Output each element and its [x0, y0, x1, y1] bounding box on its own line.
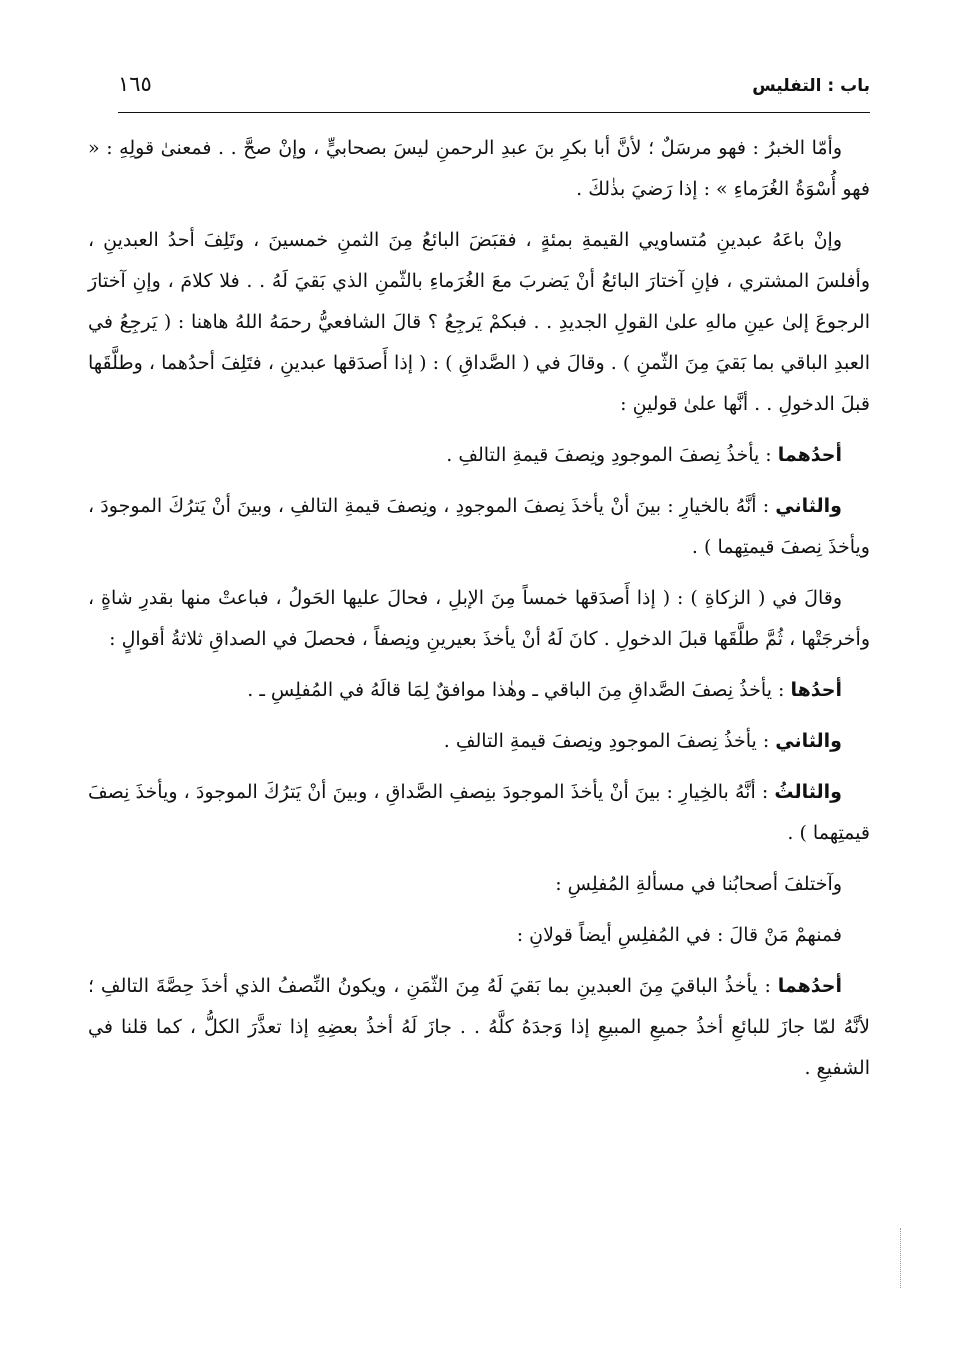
saying-text: : يأخذُ نِصفَ الصَّداقِ مِنَ الباقي ـ وهٰذا موافقٌ لِمَا قالَهُ في المُفلِسِ ـ .	[247, 679, 791, 701]
margin-mark	[900, 1228, 902, 1288]
saying-lead: والثالثُ	[774, 781, 842, 803]
saying-lead: والثاني	[775, 730, 842, 752]
page-body	[88, 128, 870, 1089]
paragraph-text: وأمّا الخبرُ : فهو مرسَلٌ ؛ لأنَّ أبا بكرِ بنَ عبدِ الرحمنِ ليسَ بصحابيٍّ ، وإنْ صحَّ . . فمعنىٰ قولِهِ : « فهو أُسْوَةُ الغُرَماءِ » : إذا رَضيَ بذٰلكَ .	[88, 137, 870, 200]
opinion-lead: أحدُهما	[777, 444, 842, 466]
saying-text: : أنَّهُ بالخِيارِ : بينَ أنْ يأخذَ الموجودَ بنِصفِ الصَّداقِ ، وبينَ أنْ يَترُكَ الموجودَ ، ويأخذَ نِصفَ قيمتِهما ) .	[88, 781, 870, 844]
opinion-one	[88, 435, 870, 476]
paragraph-text: وآختلفَ أصحابُنا في مسألةِ المُفلِسِ :	[555, 873, 842, 895]
opinion-text: : يأخذُ الباقيَ مِنَ العبدينِ بما بَقيَ لَهُ مِنَ الثّمَنِ ، ويكونُ النِّصفُ الذي أخذَ حِصَّةَ التالفِ ؛ لأنَّهُ لمّا جازَ للبائعِ أخذُ جميعِ المبيعِ إذا وَجدَهُ كلَّهُ . . جازَ لَهُ أخذُ بعضِهِ إذا تعذَّرَ الكلُّ ، كما قلنا في الشفيعِ .	[88, 975, 870, 1079]
opinion-text: : يأخذُ نِصفَ الموجودِ ونِصفَ قيمةِ التالفِ .	[446, 444, 778, 466]
paragraph-disagreement	[88, 864, 870, 905]
saying-three	[88, 772, 870, 854]
saying-lead: أحدُها	[790, 679, 842, 701]
opinion-two	[88, 486, 870, 568]
saying-text: : يأخذُ نِصفَ الموجودِ ونِصفَ قيمةِ التالفِ .	[443, 730, 776, 752]
paragraph-text: فمنهمْ مَنْ قالَ : في المُفلِسِ أيضاً قولانِ :	[516, 924, 842, 946]
saying-two	[88, 721, 870, 762]
chapter-title: باب : التفليس	[752, 76, 870, 96]
page-header	[118, 72, 870, 108]
paragraph-khabar	[88, 128, 870, 210]
paragraph-text: وقالَ في ( الزكاةِ ) : ( إذا أَصدَقها خمساً مِنَ الإبلِ ، فحالَ عليها الحَولُ ، فباعتْ منها بقدرِ شاةٍ ، وأخرجَتْها ، ثُمَّ طلَّقَها قبلَ الدخولِ . كانَ لَهُ أنْ يأخذَ بعيرينِ ونِصفاً ، فحصلَ في الصداقِ ثلاثةُ أقوالٍ :	[88, 587, 870, 650]
saying-one	[88, 670, 870, 711]
paragraph-two-opinions	[88, 915, 870, 956]
paragraph-text: وإنْ باعَهُ عبدينِ مُتساويي القيمةِ بمئةٍ ، فقبَضَ البائعُ مِنَ الثمنِ خمسينَ ، وتَلِفَ أحدُ العبدينِ ، وأفلسَ المشتري ، فإنِ آختارَ البائعُ أنْ يَضربَ معَ الغُرَماءِ بالثّمنِ الذي بَقيَ لَهُ . . فلا كلامَ ، وإنِ آختارَ الرجوعَ إلىٰ عينِ مالهِ علىٰ القولِ الجديدِ . . فبكمْ يَرجِعُ ؟ قالَ الشافعيُّ رحمَهُ اللهُ هاهنا : ( يَرجِعُ في العبدِ الباقي بما بَقيَ مِنَ الثّمنِ ) . وقالَ في ( الصَّداقِ ) : ( إذا أَصدَقها عبدينِ ، فتَلِفَ أحدُهما ، وطلَّقَها قبلَ الدخولِ . . أنَّها علىٰ قولينِ :	[88, 229, 870, 415]
paragraph-two-slaves	[88, 220, 870, 425]
muflis-opinion-one	[88, 966, 870, 1089]
header-rule	[118, 112, 870, 113]
page-number: ١٦٥	[118, 72, 152, 96]
opinion-lead: والثاني	[775, 495, 842, 517]
opinion-lead: أحدُهما	[777, 975, 842, 997]
paragraph-zakat	[88, 578, 870, 660]
opinion-text: : أنَّهُ بالخيارِ : بينَ أنْ يأخذَ نِصفَ الموجودِ ، ونِصفَ قيمةِ التالفِ ، وبينَ أنْ يَترُكَ الموجودَ ، ويأخذَ نِصفَ قيمتِهما ) .	[88, 495, 870, 558]
